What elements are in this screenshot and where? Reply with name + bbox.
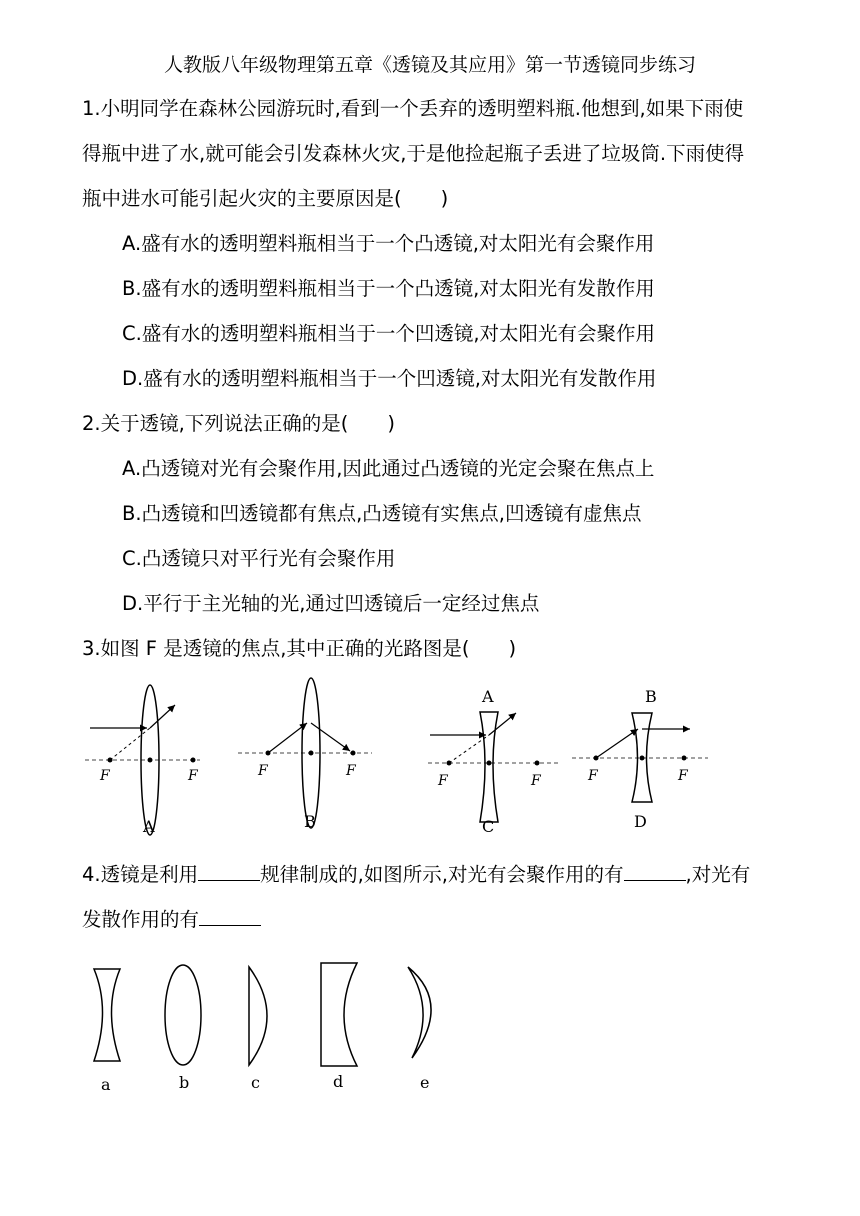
q4-part3: ,对光有	[685, 863, 751, 886]
lens-e-meniscus	[408, 967, 431, 1058]
q1-stem-line1: 1.小明同学在森林公园游玩时,看到一个丢弃的透明塑料瓶.他想到,如果下雨使	[82, 97, 744, 120]
lens-d-plano-concave	[321, 963, 357, 1066]
q2-stem: 2.关于透镜,下列说法正确的是( )	[82, 412, 396, 435]
focus-label: F	[188, 768, 198, 784]
focus-label: F	[258, 763, 268, 779]
ray-diagram-a	[85, 685, 200, 836]
figure-label-b: B	[304, 812, 316, 831]
page-title: 人教版八年级物理第五章《透镜及其应用》第一节透镜同步练习	[163, 54, 696, 76]
answer-blank-1[interactable]	[198, 862, 260, 881]
q2-option-d: D.平行于主光轴的光,通过凹透镜后一定经过焦点	[122, 592, 540, 615]
focus-label: F	[531, 773, 541, 789]
lens-a-biconcave	[94, 969, 120, 1061]
q4-part2: 规律制成的,如图所示,对光有会聚作用的有	[260, 863, 624, 886]
figure-label-d-lens: B	[645, 687, 657, 706]
figure-label-d: D	[634, 812, 647, 831]
focus-label: F	[588, 768, 598, 784]
q1-option-a: A.盛有水的透明塑料瓶相当于一个凸透镜,对太阳光有会聚作用	[122, 232, 655, 255]
figure-label-a: A	[143, 817, 155, 836]
q4-stem-line2	[82, 907, 261, 932]
q1-stem-line2: 得瓶中进了水,就可能会引发森林火灾,于是他捡起瓶子丢进了垃圾筒.下雨使得	[82, 142, 745, 165]
lens-label-e: e	[420, 1073, 430, 1092]
lens-label-a: a	[101, 1075, 111, 1094]
focus-label: F	[346, 763, 356, 779]
lens-shapes-figure	[0, 955, 860, 1095]
lens-label-d: d	[333, 1072, 344, 1091]
answer-blank-2[interactable]	[624, 862, 686, 881]
figure-label-c: C	[482, 817, 495, 836]
q1-option-b: B.盛有水的透明塑料瓶相当于一个凸透镜,对太阳光有发散作用	[122, 277, 655, 300]
q2-option-b: B.凸透镜和凹透镜都有焦点,凸透镜有实焦点,凹透镜有虚焦点	[122, 502, 642, 525]
focus-label: F	[100, 768, 110, 784]
q2-option-a: A.凸透镜对光有会聚作用,因此通过凸透镜的光定会聚在焦点上	[122, 457, 655, 480]
q1-option-d: D.盛有水的透明塑料瓶相当于一个凹透镜,对太阳光有发散作用	[122, 367, 657, 390]
q3-stem: 3.如图 F 是透镜的焦点,其中正确的光路图是( )	[82, 637, 517, 660]
q4-stem-line1	[82, 862, 750, 887]
ray-diagram-c	[428, 687, 560, 836]
answer-blank-3[interactable]	[199, 907, 261, 926]
lens-b-biconvex	[165, 965, 201, 1065]
focus-label: F	[438, 773, 448, 789]
ray-diagram-b	[238, 678, 372, 831]
q1-option-c: C.盛有水的透明塑料瓶相当于一个凹透镜,对太阳光有会聚作用	[122, 322, 656, 345]
q4-part1: 4.透镜是利用	[82, 863, 199, 886]
lens-c-plano-convex	[249, 967, 267, 1065]
lens-label-c: c	[251, 1073, 260, 1092]
figure-label-c-lens: A	[482, 687, 494, 706]
ray-diagram-d	[572, 687, 708, 831]
ray-diagram-figure	[0, 685, 860, 845]
lens-label-b: b	[179, 1073, 190, 1092]
focus-label: F	[678, 768, 688, 784]
q1-stem-line3: 瓶中进水可能引起火灾的主要原因是( )	[82, 187, 449, 210]
q4-line2-text: 发散作用的有	[82, 908, 200, 931]
q2-option-c: C.凸透镜只对平行光有会聚作用	[122, 547, 396, 570]
